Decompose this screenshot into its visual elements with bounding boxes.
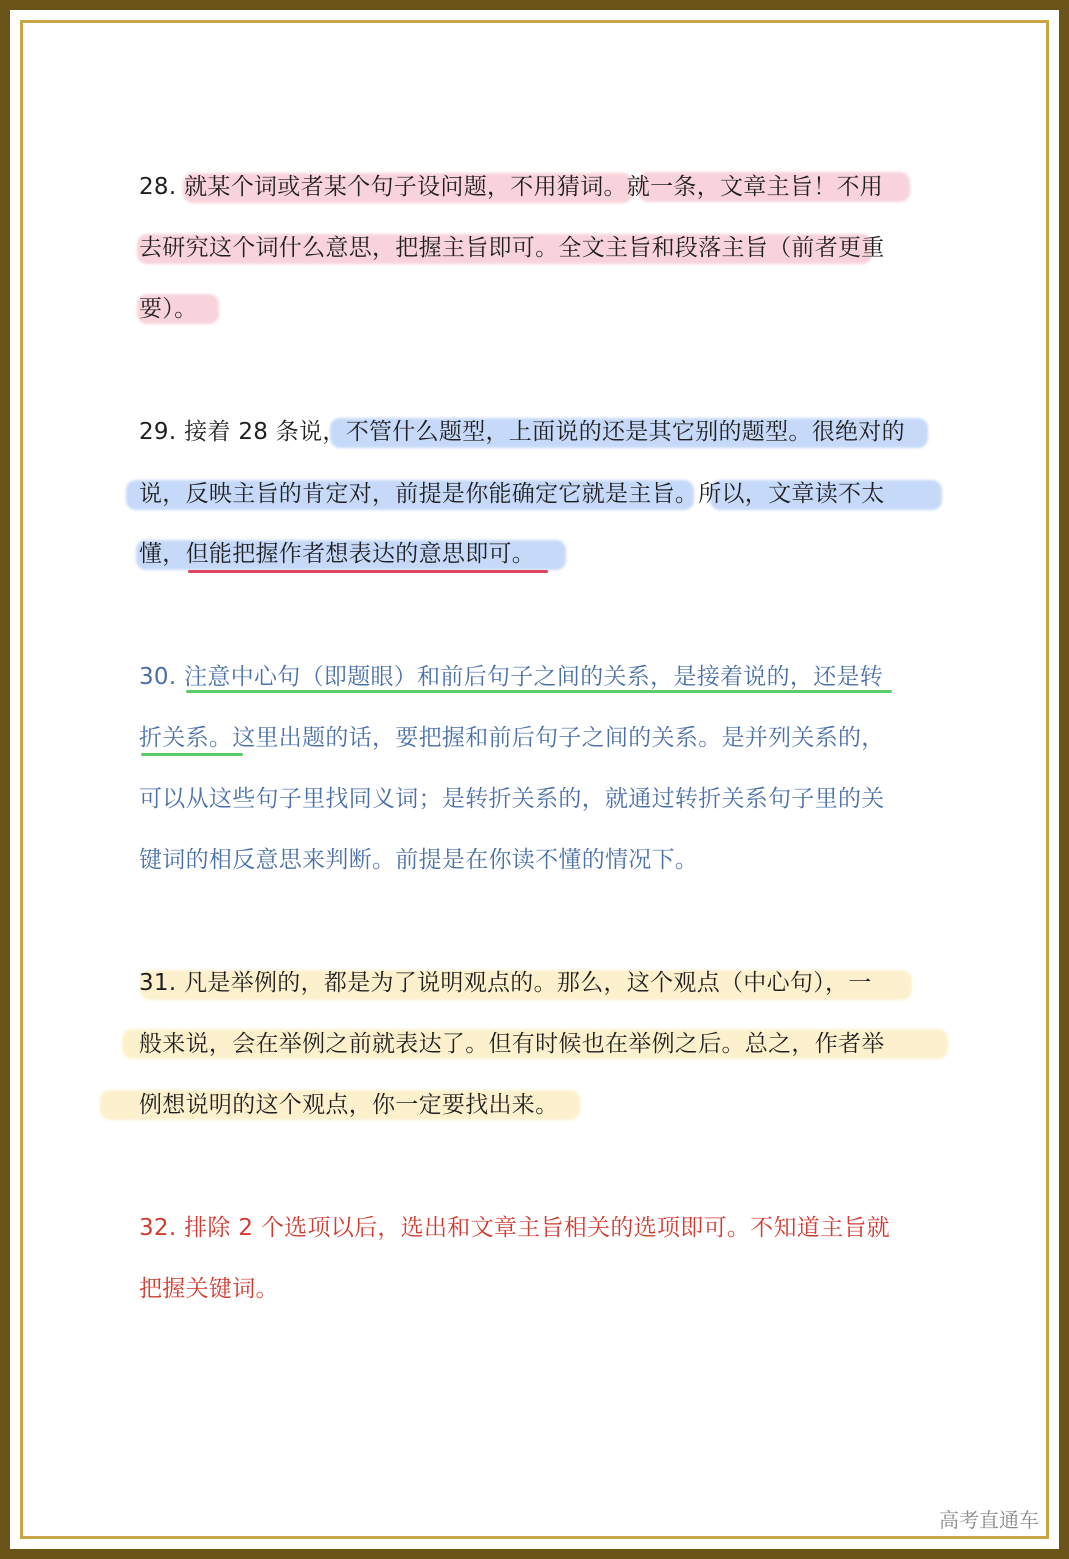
watermark: 高考直通车 xyxy=(939,1508,1039,1532)
item-31-line-3: 例想说明的这个观点，你一定要找出来。 xyxy=(139,1092,559,1118)
item-29-line-1 xyxy=(139,412,905,452)
item-32-text-1: 排除 2 个选项以后，选出和文章主旨相关的选项即可。不知道主旨就 xyxy=(184,1215,890,1241)
item-31-text-1: 凡是举例的，都是为了说明观点的。那么，这个观点（中心句），一 xyxy=(184,970,872,996)
item-29-line-3: 懂，但能把握作者想表达的意思即可。 xyxy=(139,541,536,567)
item-32-line-1 xyxy=(139,1208,890,1248)
item-32-number: 32. xyxy=(139,1215,177,1241)
item-32-line-2: 把握关键词。 xyxy=(139,1276,279,1302)
item-28-text-1: 就某个词或者某个句子设问题，不用猜词。就一条，文章主旨！不用 xyxy=(184,174,884,200)
item-28-line-1 xyxy=(139,167,883,207)
item-31-line-1 xyxy=(139,963,872,1003)
item-28-line-2: 去研究这个词什么意思，把握主旨即可。全文主旨和段落主旨（前者更重 xyxy=(139,235,885,261)
item-30-text-1: 注意中心句（即题眼）和前后句子之间的关系，是接着说的，还是转 xyxy=(184,664,884,690)
item-29-number: 29. xyxy=(139,419,177,445)
item-30-line-4: 键词的相反意思来判断。前提是在你读不懂的情况下。 xyxy=(139,847,699,873)
item-31-number: 31. xyxy=(139,970,177,996)
item-28-number: 28. xyxy=(139,174,177,200)
item-30-line-2: 折关系。这里出题的话，要把握和前后句子之间的关系。是并列关系的， xyxy=(139,725,885,751)
item-29-text-1: 接着 28 条说，不管什么题型，上面说的还是其它别的题型。很绝对的 xyxy=(184,419,905,445)
item-28-line-3: 要）。 xyxy=(139,296,198,322)
item-30-line-1 xyxy=(139,657,883,697)
item-30-line-3: 可以从这些句子里找同义词；是转折关系的，就通过转折关系句子里的关 xyxy=(139,786,885,812)
item-29-line-2: 说，反映主旨的肯定对，前提是你能确定它就是主旨。所以，文章读不太 xyxy=(139,481,885,507)
item-30-number: 30. xyxy=(139,664,177,690)
item-31-line-2: 般来说，会在举例之前就表达了。但有时候也在举例之后。总之，作者举 xyxy=(139,1031,885,1057)
